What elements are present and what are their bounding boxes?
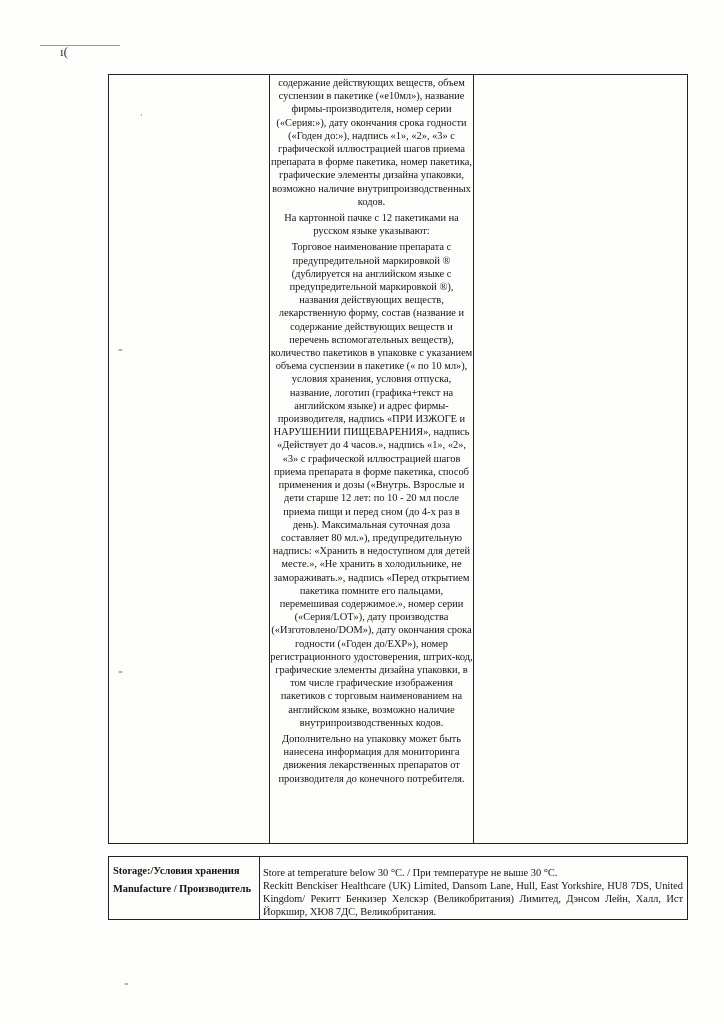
manufacture-label: Manufacture / Производитель (113, 884, 252, 895)
corner-mark: ı( (60, 44, 68, 59)
storage-label: Storage:/Условия хранения (113, 866, 240, 877)
main-table (108, 74, 688, 844)
center-paragraph-2: На картонной пачке с 12 пакетиками на русском языке указывают: (284, 213, 459, 238)
scan-artifact: ⁼ (118, 668, 123, 678)
center-paragraph-3: Торговое наименование препарата с предупредительной маркировкой ® (дублируется на английском языке с предупредительной маркировкой ®), названия действующих веществ, лекарственную форму, состав (название и содержание действующих веществ и перечень вспомогательных веществ), количество пакетиков в упаковке с указанием объема суспензии в пакетике (« по 10 мл»), условия хранения, условия отпуска, название, логотип (графика+текст на английском языке) и адрес фирмы-производителя, надпись «ПРИ ИЗЖОГЕ и НАРУШЕНИИ ПИЩЕВАРЕНИЯ», надпись «Действует до 4 часов.», надпись «1», «2», «3» с графической иллюстрацией шагов приема препарата в форме пакетика, способ применения и дозы («Внутрь. Взрослые и дети старше 12 лет: по 10 - 20 мл после приема пищи и перед сном (до 4-х раз в день). Максимальная суточная доза составляет 80 мл.»), предупредительную надпись: «Хранить в недоступном для детей месте.», «Не хранить в холодильнике, не замораживать.», надпись «Перед открытием пакетика помните его пальцами, перемешивая содержимое.», номер серии («Серия/LOT»), дату производства («Изготовлено/DOM»), дату окончания срока годности («Годен до/EXP»), номер регистрационного удостоверения, штрих-код, графические элементы дизайна упаковки, в том числе графические изображения пакетиков с торговым наименованием на английском языке, возможно наличие внутрипроизводственных кодов. (270, 242, 473, 729)
bottom-column-divider (259, 857, 260, 919)
storage-manufacture-table (108, 856, 688, 920)
scan-artifact: ⁼ (118, 346, 123, 356)
manufacture-value: Reckitt Benckiser Healthcare (UK) Limited, Dansom Lane, Hull, East Yorkshire, HU8 7DS, United Kingdom/ Рекитт Бенкизер Хелскэр (Великобритания) Лимитед, Дэнсом Лейн, Халл, Ист Йоркшир, ХЮ8 7ДС, Великобритания. (263, 881, 683, 919)
scan-artifact: · (140, 110, 143, 120)
center-paragraph-1: содержание действующих веществ, объем суспензии в пакетике («е10мл»), название фирмы-производителя, номер серии («Серия:»), дату окончания срока годности («Годен до:»), надпись «1», «2», «3» с графической иллюстрацией шагов приема препарата в форме пакетика, номер пакетика, графические элементы дизайна упаковки, возможно наличие внутрипроизводственных кодов. (271, 78, 472, 208)
column-divider-right (473, 75, 474, 843)
storage-value: Store at temperature below 30 °C. / При температуре не выше 30 °C. (263, 868, 558, 879)
center-paragraph-4: Дополнительно на упаковку может быть нанесена информация для мониторинга движения лекарственных препаратов от производителя до конечного потребителя. (278, 733, 465, 785)
center-column (270, 77, 473, 789)
scan-artifact: ⁼ (124, 980, 129, 990)
top-rule (40, 45, 120, 46)
